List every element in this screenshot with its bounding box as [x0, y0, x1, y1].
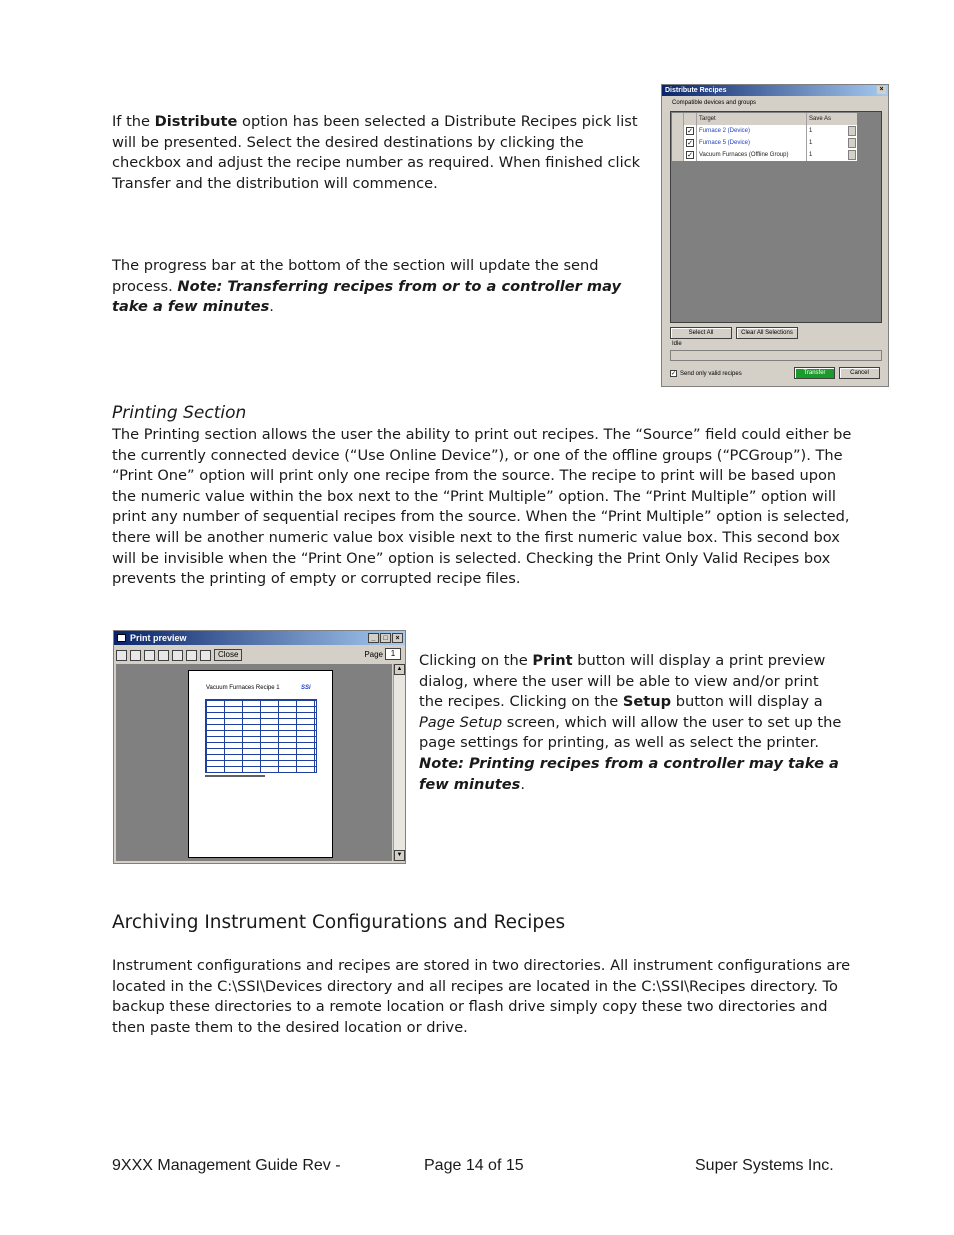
print-icon[interactable] — [116, 650, 127, 661]
spinner-icon[interactable] — [848, 150, 856, 160]
scroll-up-icon[interactable]: ▲ — [394, 664, 405, 675]
preview-sheet — [188, 670, 333, 858]
check-column-header — [684, 113, 697, 125]
text-span: button will display a — [671, 693, 823, 711]
archiving-heading: Archiving Instrument Configurations and Recipes — [112, 912, 566, 933]
recipe-table-thumbnail — [205, 699, 317, 773]
distribute-recipes-dialog — [661, 84, 889, 387]
page-setup-term: Page Setup — [419, 713, 503, 731]
window-controls — [368, 633, 403, 643]
checkbox[interactable]: ✓ — [687, 152, 693, 159]
checkbox[interactable]: ✓ — [687, 128, 693, 135]
save-as-column-header: Save As — [809, 116, 832, 122]
save-as-cell[interactable] — [807, 137, 857, 149]
target-cell: Vacuum Furnaces (Offline Group) — [697, 149, 807, 161]
distribute-keyword: Distribute — [154, 113, 238, 130]
send-valid-label: Send only valid recipes — [680, 370, 742, 377]
printing-note: Note: Printing recipes from a controller may take a few minutes — [419, 754, 839, 793]
row-checkbox-cell[interactable] — [684, 149, 697, 161]
select-all-button[interactable]: Select All — [670, 327, 732, 339]
print-keyword: Print — [532, 652, 573, 669]
progress-paragraph — [112, 256, 652, 318]
minimize-icon[interactable]: _ — [368, 633, 379, 643]
transfer-note: Note: Transferring recipes from or to a controller may take a few minutes — [112, 277, 622, 316]
grid-header — [672, 113, 857, 125]
text-span: button will display a print preview dialog, where the user will be able to view and/or print the recipes. Clicking on the — [419, 652, 826, 711]
footer-page-number: Page 14 of 15 — [424, 1157, 524, 1174]
table-row — [672, 125, 857, 137]
save-as-cell[interactable] — [807, 125, 857, 137]
print-paragraph — [419, 651, 844, 795]
printing-paragraph: The Printing section allows the user the ability to print out recipes. The “Source” field could either be the currently connected device (“Use Online Device”), or one of the offline groups (“PCGroup”). The “Print One” option will print only one recipe from the source. The recipe to print will be based upon the numeric value within the box next to the “Print Multiple” option. The “Print Multiple” option will print any number of sequential recipes from the source. When the “Print Multiple” option is selected, there will be another numeric value box visible next to the first numeric value box. This second box will be invisible when the “Print One” option is selected. Checking the Print Only Valid Recipes box prevents the printing of empty or corrupted recipe files. — [112, 426, 852, 588]
save-as-value[interactable]: 1 — [809, 140, 813, 146]
row-checkbox-cell[interactable] — [684, 137, 697, 149]
table-row — [672, 149, 857, 161]
sheet-footer-line — [205, 775, 265, 777]
zoom-icon[interactable] — [130, 650, 141, 661]
group-label: Compatible devices and groups — [672, 100, 757, 106]
dialog-title: Distribute Recipes — [665, 87, 727, 94]
scroll-down-icon[interactable]: ▼ — [394, 850, 405, 861]
save-as-value[interactable]: 1 — [809, 128, 813, 134]
target-cell: Furnace 5 (Device) — [697, 137, 807, 149]
cancel-button[interactable]: Cancel — [839, 367, 880, 379]
setup-keyword: Setup — [622, 693, 672, 711]
three-pages-icon[interactable] — [172, 650, 183, 661]
row-header-cell — [672, 149, 684, 161]
text-span: The progress bar at the bottom of the section will update the send process. — [112, 257, 599, 295]
close-button[interactable]: Close — [214, 649, 242, 661]
send-valid-checkbox[interactable]: ✓ — [671, 371, 677, 377]
ssi-logo: SSi — [301, 685, 311, 691]
four-pages-icon[interactable] — [186, 650, 197, 661]
send-valid-checkbox-row[interactable] — [670, 370, 742, 377]
window-icon — [117, 634, 126, 642]
page-label: Page — [364, 650, 383, 659]
row-header-cell — [672, 125, 684, 137]
print-preview-window — [113, 630, 406, 864]
checkbox[interactable]: ✓ — [687, 140, 693, 147]
distribute-paragraph — [112, 112, 652, 194]
dialog-titlebar — [662, 85, 888, 96]
one-page-icon[interactable] — [144, 650, 155, 661]
sheet-title: Vacuum Furnaces Recipe 1 — [206, 685, 280, 691]
text-span: screen, which will allow the user to set up the page settings for printing, as well as select the printer. — [419, 713, 842, 752]
spinner-icon[interactable] — [848, 138, 856, 148]
target-cell: Furnace 2 (Device) — [697, 125, 807, 137]
vertical-scrollbar[interactable] — [393, 664, 405, 861]
preview-toolbar — [116, 647, 403, 663]
text-span: . — [520, 775, 525, 793]
page-input[interactable]: 1 — [385, 648, 401, 660]
print-preview-titlebar — [114, 631, 405, 645]
row-header-cell — [672, 137, 684, 149]
text-span: option has been selected a Distribute Recipes pick list will be presented. Select the desired destinations by clicking the checkbox and adjust the recipe number as required. When finished click Transfer and the distribution will commence. — [112, 113, 641, 192]
text-span: . — [269, 298, 274, 316]
spinner-icon[interactable] — [848, 126, 856, 136]
maximize-icon[interactable]: □ — [380, 633, 391, 643]
text-span: If the — [112, 113, 155, 130]
footer-company: Super Systems Inc. — [695, 1157, 834, 1174]
status-text: Idle — [672, 341, 682, 347]
archiving-paragraph: Instrument configurations and recipes are stored in two directories. All instrument configurations are located in the C:\SSI\Devices directory and all recipes are located in the C:\SSI\Recipes directory. To backup these directories to a remote location or flash drive simply copy these two directories and then paste them to the desired location or drive. — [112, 957, 851, 1036]
close-icon[interactable]: × — [877, 86, 886, 94]
transfer-button[interactable]: Transfer — [794, 367, 835, 379]
close-icon[interactable]: × — [392, 633, 403, 643]
six-pages-icon[interactable] — [200, 650, 211, 661]
progress-bar — [670, 350, 882, 361]
table-row — [672, 137, 857, 149]
two-pages-icon[interactable] — [158, 650, 169, 661]
preview-area — [116, 664, 392, 861]
save-as-value[interactable]: 1 — [809, 152, 813, 158]
printing-section-heading: Printing Section — [112, 403, 247, 423]
target-column-header: Target — [697, 113, 807, 125]
row-checkbox-cell[interactable] — [684, 125, 697, 137]
save-as-cell[interactable] — [807, 149, 857, 161]
text-span: Clicking on the — [419, 652, 533, 669]
clear-all-selections-button[interactable]: Clear All Selections — [736, 327, 798, 339]
footer-left: 9XXX Management Guide Rev - — [112, 1157, 341, 1174]
window-title: Print preview — [130, 633, 187, 643]
recipe-grid — [670, 111, 882, 323]
row-header-cell — [672, 113, 684, 125]
